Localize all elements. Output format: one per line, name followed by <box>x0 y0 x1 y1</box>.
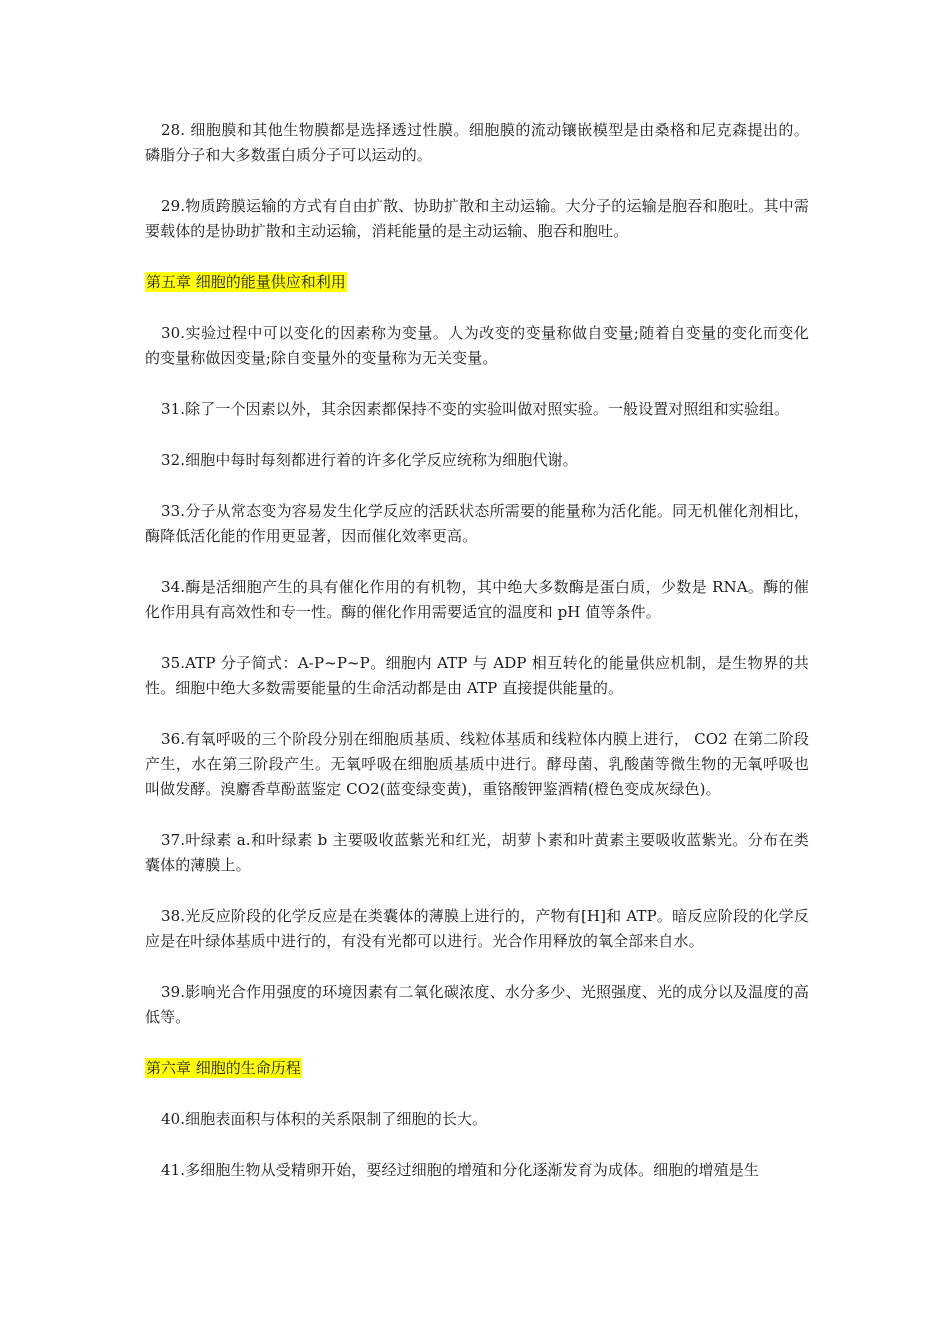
paragraph-31: 31.除了一个因素以外，其余因素都保持不变的实验叫做对照实验。一般设置对照组和实验组。 <box>161 400 790 418</box>
paragraph-28: 28. 细胞膜和其他生物膜都是选择透过性膜。细胞膜的流动镶嵌模型是由桑格和尼克森提出的。磷脂分子和大多数蛋白质分子可以运动的。 <box>145 121 809 164</box>
document-page <box>145 118 809 1209</box>
paragraph-41: 41.多细胞生物从受精卵开始，要经过细胞的增殖和分化逐渐发育为成体。细胞的增殖是生 <box>161 1161 759 1179</box>
paragraph-37: 37.叶绿素 a.和叶绿素 b 主要吸收蓝紫光和红光，胡萝卜素和叶黄素主要吸收蓝紫光。分布在类囊体的薄膜上。 <box>145 831 809 874</box>
paragraph-36: 36.有氧呼吸的三个阶段分别在细胞质基质、线粒体基质和线粒体内膜上进行， CO2 在第二阶段产生，水在第三阶段产生。无氧呼吸在细胞质基质中进行。酵母菌、乳酸菌等微生物的无氧呼吸也叫做发酵。溴麝香草酚蓝鉴定 CO2(蓝变绿变黄)，重铬酸钾鉴酒精(橙色变成灰绿色)。 <box>145 730 809 798</box>
chapter-5-heading <box>145 270 809 295</box>
paragraph-38: 38.光反应阶段的化学反应是在类囊体的薄膜上进行的，产物有[H]和 ATP。暗反应阶段的化学反应是在叶绿体基质中进行的，有没有光都可以进行。光合作用释放的氧全部来自水。 <box>145 907 809 950</box>
paragraph-35: 35.ATP 分子简式：A-P~P~P。细胞内 ATP 与 ADP 相互转化的能量供应机制，是生物界的共性。细胞中绝大多数需要能量的生命活动都是由 ATP 直接提供能量的。 <box>145 654 809 697</box>
paragraph-29: 29.物质跨膜运输的方式有自由扩散、协助扩散和主动运输。大分子的运输是胞吞和胞吐。其中需要载体的是协助扩散和主动运输，消耗能量的是主动运输、胞吞和胞吐。 <box>145 197 809 240</box>
chapter-5-heading-text: 第五章 细胞的能量供应和利用 <box>146 273 346 291</box>
chapter-6-heading-text: 第六章 细胞的生命历程 <box>146 1059 301 1077</box>
paragraph-40: 40.细胞表面积与体积的关系限制了细胞的长大。 <box>161 1110 488 1128</box>
paragraph-30: 30.实验过程中可以变化的因素称为变量。人为改变的变量称做自变量;随着自变量的变化而变化的变量称做因变量;除自变量外的变量称为无关变量。 <box>145 324 809 367</box>
paragraph-39: 39.影响光合作用强度的环境因素有二氧化碳浓度、水分多少、光照强度、光的成分以及温度的高低等。 <box>145 983 809 1026</box>
paragraph-34: 34.酶是活细胞产生的具有催化作用的有机物，其中绝大多数酶是蛋白质，少数是 RNA。酶的催化作用具有高效性和专一性。酶的催化作用需要适宜的温度和 pH 值等条件。 <box>145 578 809 621</box>
paragraph-32: 32.细胞中每时每刻都进行着的许多化学反应统称为细胞代谢。 <box>161 451 578 469</box>
paragraph-33: 33.分子从常态变为容易发生化学反应的活跃状态所需要的能量称为活化能。同无机催化剂相比，酶降低活化能的作用更显著，因而催化效率更高。 <box>145 502 809 545</box>
chapter-6-heading <box>145 1056 809 1081</box>
